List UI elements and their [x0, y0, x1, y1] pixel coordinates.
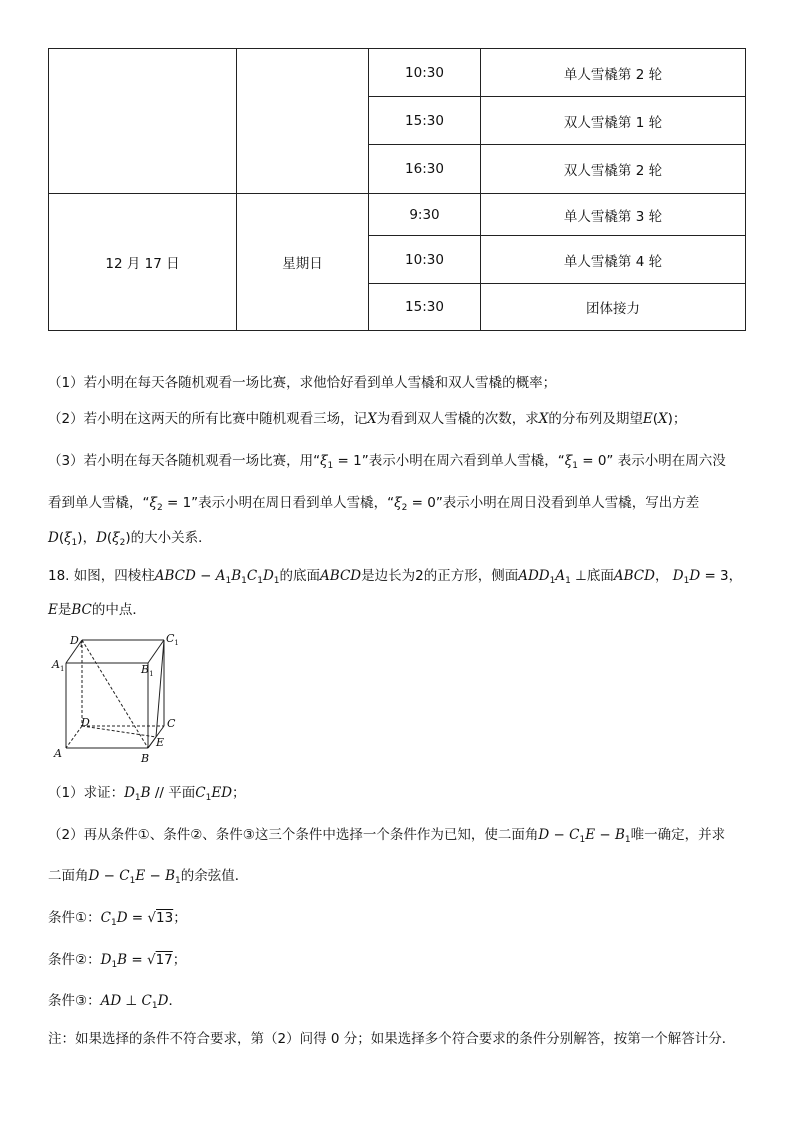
q18-part2-line1: （2）再从条件①、条件②、条件③这三个条件中选择一个条件作为已知，使二面角$D - C_1E - B_1$唯一确定，并求 — [48, 827, 726, 845]
time-cell: 9:30 — [369, 194, 481, 236]
q17-part1: （1）若小明在每天各随机观看一场比赛，求他恰好看到单人雪橇和双人雪橇的概率； — [48, 375, 557, 391]
date-cell-empty — [49, 49, 237, 194]
event-cell: 团体接力 — [481, 284, 746, 331]
event-cell: 单人雪橇第 2 轮 — [481, 49, 746, 97]
q18-condition2: 条件②：$D_1B = √17$； — [48, 952, 187, 970]
event-cell: 单人雪橇第 3 轮 — [481, 194, 746, 236]
q18-stem-line2: E是BC的中点． — [48, 602, 146, 618]
q18-condition1: 条件①：$C_1D = √13$； — [48, 910, 187, 928]
q18-part2-line2: 二面角$D - C_1E - B_1$的余弦值． — [48, 868, 249, 886]
q18-stem-line1: 18. 如图，四棱柱ABCD − $A_1B_1C_1D_1$的底面ABCD是边长为2的正方形，侧面$ADD_1A_1$ ⊥底面ABCD， $D_1D = 3$， — [48, 568, 743, 586]
q18-note: 注：如果选择的条件不符合要求，第（2）问得 0 分；如果选择多个符合要求的条件分别解答，按第一个解答计分． — [48, 1031, 736, 1047]
event-cell: 双人雪橇第 2 轮 — [481, 145, 746, 194]
q18-part1: （1）求证：$D_1B$ // 平面$C_1ED$； — [48, 785, 246, 803]
time-cell: 16:30 — [369, 145, 481, 194]
prism-figure — [48, 630, 188, 766]
label-A1: $A_1$ — [52, 658, 65, 673]
label-B: B — [141, 752, 150, 765]
label-C1: $C_1$ — [166, 632, 179, 647]
event-cell: 单人雪橇第 4 轮 — [481, 236, 746, 284]
label-C: C — [167, 717, 176, 730]
label-B1: $B_1$ — [141, 663, 154, 678]
q18-condition3: 条件③：AD ⊥ $C_1D$． — [48, 993, 182, 1011]
q17-part3-line1: （3）若小明在每天各随机观看一场比赛，用“$\xi_1 = 1$”表示小明在周六看到单人雪橇，“$\xi_1 = 0$” 表示小明在周六没 — [48, 453, 726, 471]
weekday-cell-empty — [237, 49, 369, 194]
schedule-table — [48, 48, 746, 331]
date-cell: 12 月 17 日 — [49, 194, 237, 331]
label-A: A — [54, 747, 62, 760]
time-cell: 10:30 — [369, 49, 481, 97]
weekday-cell: 星期日 — [237, 194, 369, 331]
q17-part3-line3: $D(\xi_1)$，$D(\xi_2)$的大小关系． — [48, 530, 212, 548]
q17-part3-line2: 看到单人雪橇，“$\xi_2 = 1$”表示小明在周日看到单人雪橇，“$\xi_2 = 0$”表示小明在周日没看到单人雪橇，写出方差 — [48, 495, 700, 513]
event-cell: 双人雪橇第 1 轮 — [481, 97, 746, 145]
q17-part2: （2）若小明在这两天的所有比赛中随机观看三场，记X为看到双人雪橇的次数，求X的分布列及期望E(X)； — [48, 411, 687, 427]
label-D1: $D_1$ — [70, 634, 84, 649]
label-D: D — [81, 716, 90, 729]
time-cell: 10:30 — [369, 236, 481, 284]
time-cell: 15:30 — [369, 97, 481, 145]
label-E: E — [156, 736, 165, 749]
time-cell: 15:30 — [369, 284, 481, 331]
